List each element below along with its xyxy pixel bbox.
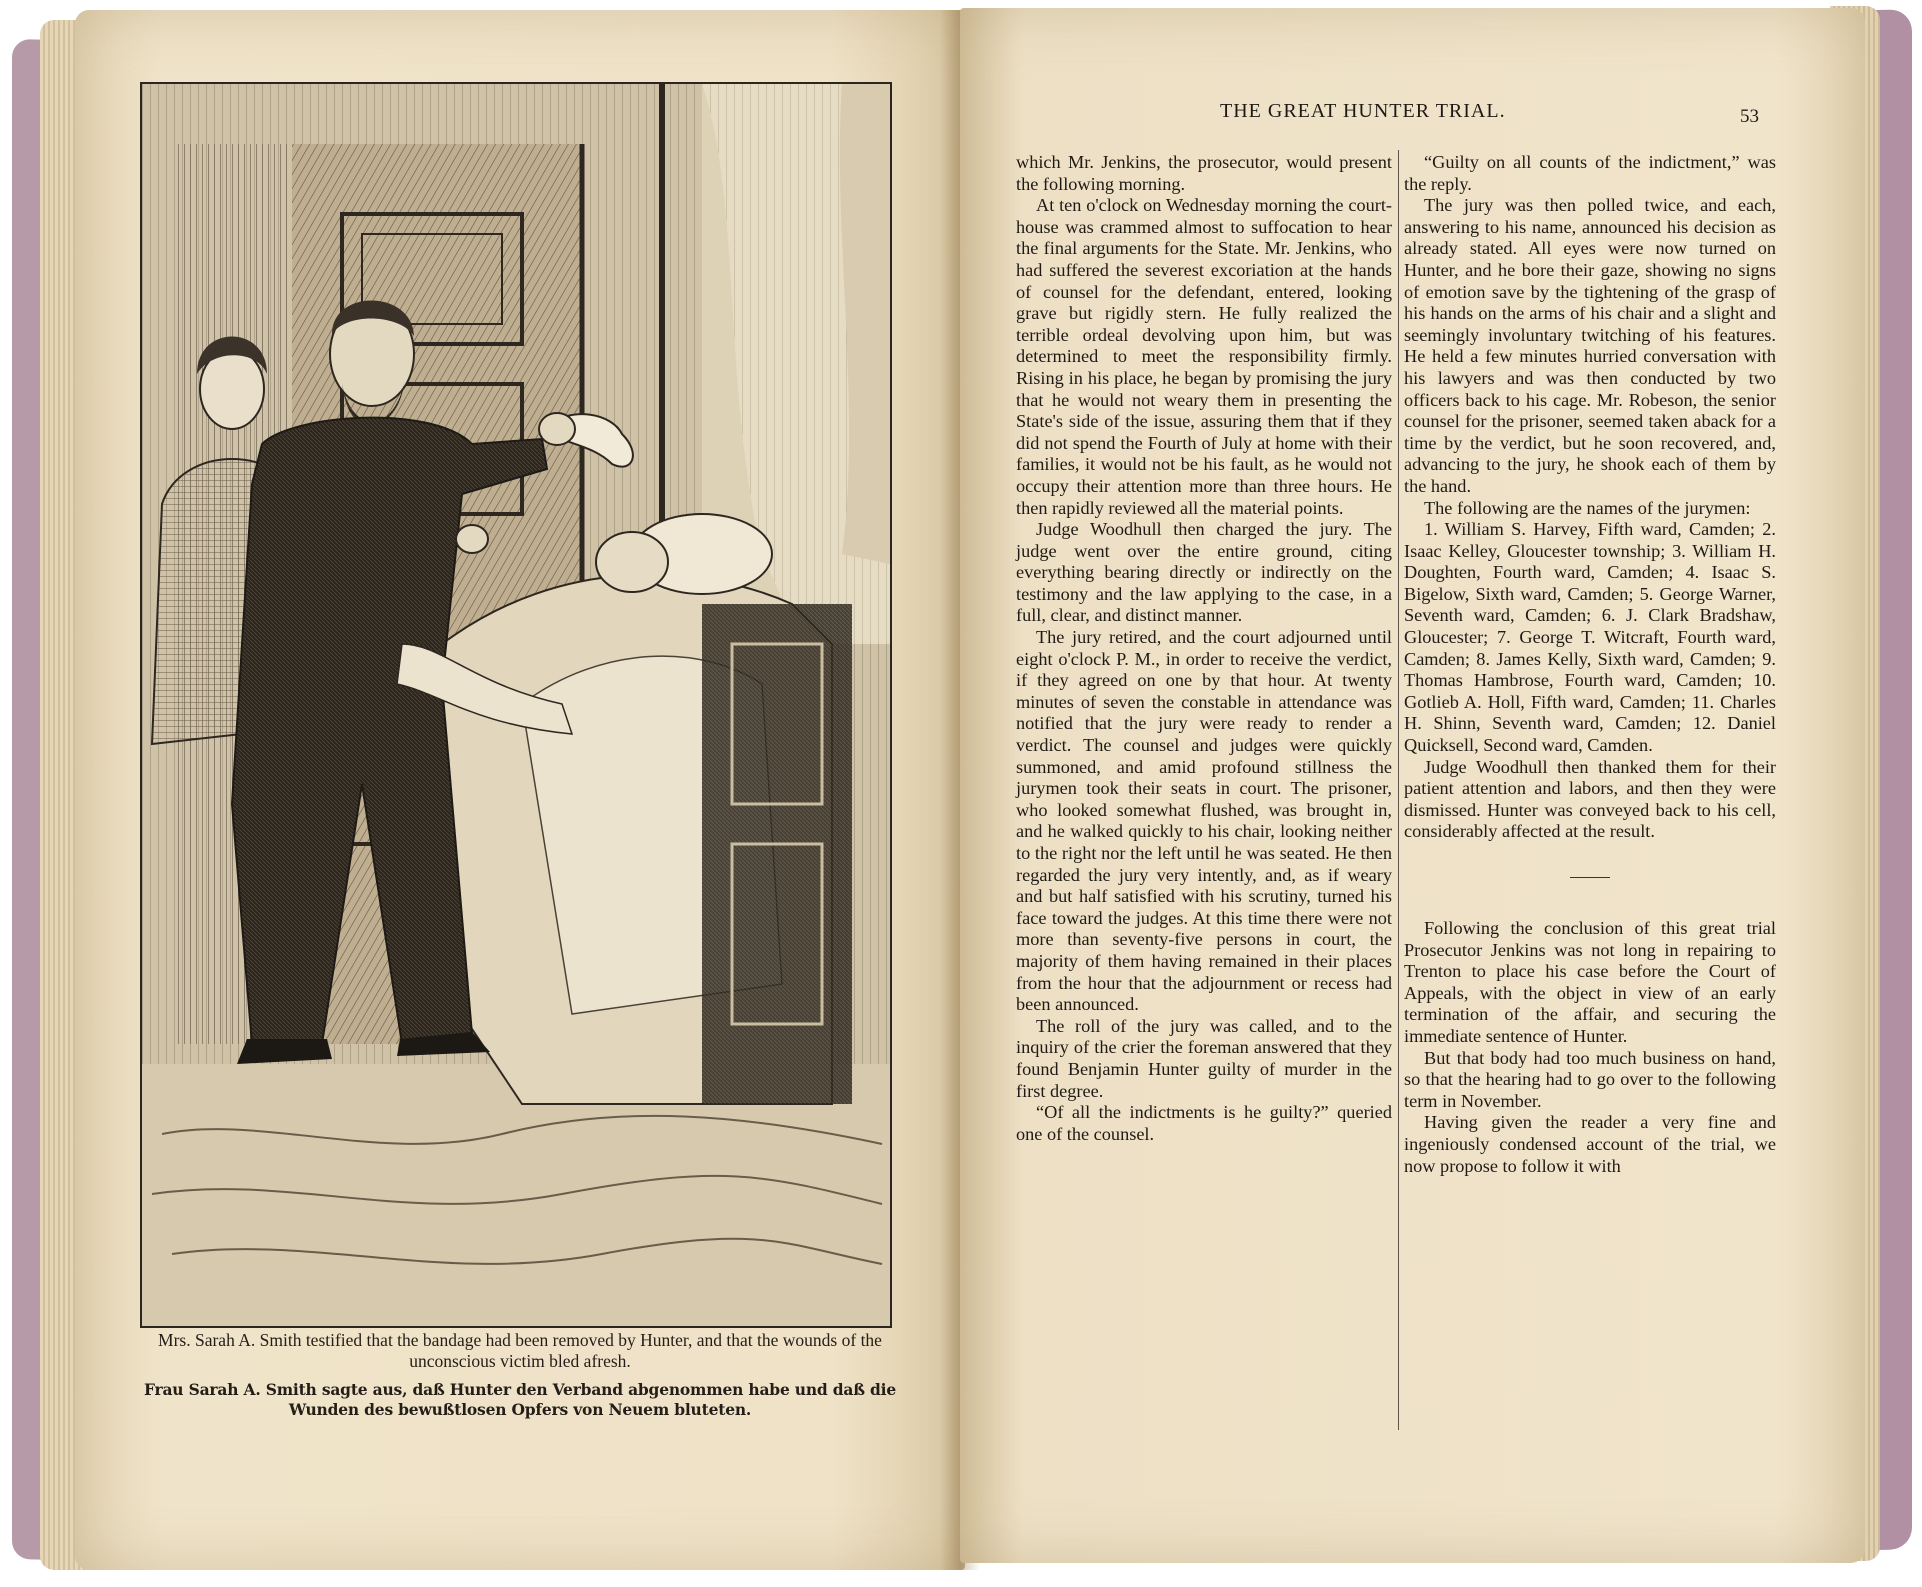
paragraph: Judge Woodhull then charged the jury. The judge went over the entire ground, citing everything bearing directly or indirectly on the testimony and the law applying to the case, in a full, clear, and distinct manner. [1016, 519, 1392, 626]
paragraph: But that body had too much business on hand, so that the hearing had to go over to the following term in November. [1404, 1047, 1776, 1111]
section-divider [1570, 877, 1610, 878]
page-number: 53 [1740, 106, 1759, 127]
paragraph: The following are the names of the jurymen: [1424, 497, 1751, 518]
paragraph: The jury was then polled twice, and each, answering to his name, announced his decision as already stated. All eyes were now turned on Hunter, and he bore their gaze, showing no signs of emotion save by the tightening of the grasp of his hands on the arms of his chair and a slight and seemingly involuntary twitching of his features. He held a few minutes hurried conversation with his lawyers and was then conducted by two officers back to his cage. Mr. Robeson, the senior counsel for the prisoner, seemed taken aback for a time by the verdict, but he soon recovered, and, advancing to the jury, he shook each of them by the hand. [1404, 195, 1776, 496]
paragraph: Having given the reader a very fine and ingeniously condensed account of the trial, we now propose to follow it with [1404, 1112, 1776, 1176]
paragraph: Judge Woodhull then thanked them for their patient attention and labors, and then they were dismissed. Hunter was conveyed back to his cell, considerably affected at the result. [1404, 756, 1776, 842]
running-head: THE GREAT HUNTER TRIAL. [1220, 100, 1506, 122]
juror-list: 1. William S. Harvey, Fifth ward, Camden; 2. Isaac Kelley, Gloucester township; 3. William H. Doughten, Fourth ward, Camden; 4. Isaac S. Bigelow, Sixth ward, Camden; 5. George Warner, Seventh ward, Camden; 6. J. Clark Bradshaw, Gloucester; 7. George T. Witcraft, Fourth ward, Camden; 8. James Kelly, Sixth ward, Camden; 9. Thomas Hambrose, Fourth ward, Camden; 10. Gotlieb A. Holl, Fifth ward, Camden; 11. Charles H. Shinn, Seventh ward, Camden; 12. Daniel Quicksell, Second ward, Camden. [1404, 519, 1776, 756]
illustration-caption-english: Mrs. Sarah A. Smith testified that the bandage had been removed by Hunter, and that the wounds of the unconscious victim bled afresh. [158, 1330, 882, 1371]
text-column-2 [1404, 152, 1776, 1177]
paragraph: which Mr. Jenkins, the prosecutor, would present the following morning. [1016, 152, 1392, 194]
paragraph: “Guilty on all counts of the indictment,” was the reply. [1404, 152, 1776, 194]
engraving-illustration [140, 82, 892, 1328]
paragraph: The roll of the jury was called, and to the inquiry of the crier the foreman answered that they found Benjamin Hunter guilty of murder in the first degree. [1016, 1015, 1392, 1101]
illustration-caption-german: Frau Sarah A. Smith sagte aus, daß Hunter den Verband abgenommen habe und daß die Wunden des bewußtlosen Opfers von Neuem bluteten. [143, 1380, 897, 1419]
paragraph: “Of all the indictments is he guilty?” queried one of the counsel. [1016, 1102, 1392, 1144]
text-column-1 [1016, 152, 1392, 1145]
paragraph: At ten o'clock on Wednesday morning the court-house was crammed almost to suffocation to hear the final arguments for the State. Mr. Jenkins, who had suffered the severest excoriation at the hands of counsel for the defendant, entered, looking grave but rigidly stern. He fully realized the terrible ordeal devolving upon him, but was determined to meet the responsibility firmly. Rising in his place, he began by promising the jury that he would not weary them in presenting the State's side of the issue, assuring them that if they did not spend the Fourth of July at home with their families, it would not be his fault, as he would not occupy their attention more than three hours. He then rapidly reviewed all the material points. [1016, 195, 1392, 518]
column-divider [1398, 150, 1399, 1430]
paragraph: Following the conclusion of this great trial Prosecutor Jenkins was not long in repairing to Trenton to place his case before the Court of Appeals, with the object in view of an early termination of the affair, and securing the immediate sentence of Hunter. [1404, 918, 1776, 1046]
paragraph: The jury retired, and the court adjourned until eight o'clock P. M., in order to receive the verdict, if they agreed on one by that hour. At twenty minutes of seven the constable in attendance was notified that the jury were ready to render a verdict. The counsel and judges were quickly summoned, and amid profound stillness the jurymen took their seats in court. The prisoner, who looked somewhat flushed, was brought in, and he walked quickly to his chair, looking neither to the right nor the left until he was seated. He then regarded the jury very intently, and, as if weary and but half satisfied with his scrutiny, turned his face toward the judges. At this time there were not more than seventy-five persons in court, the majority of them having remained in their places from the hour that the adjournment or recess had been announced. [1016, 627, 1392, 1015]
